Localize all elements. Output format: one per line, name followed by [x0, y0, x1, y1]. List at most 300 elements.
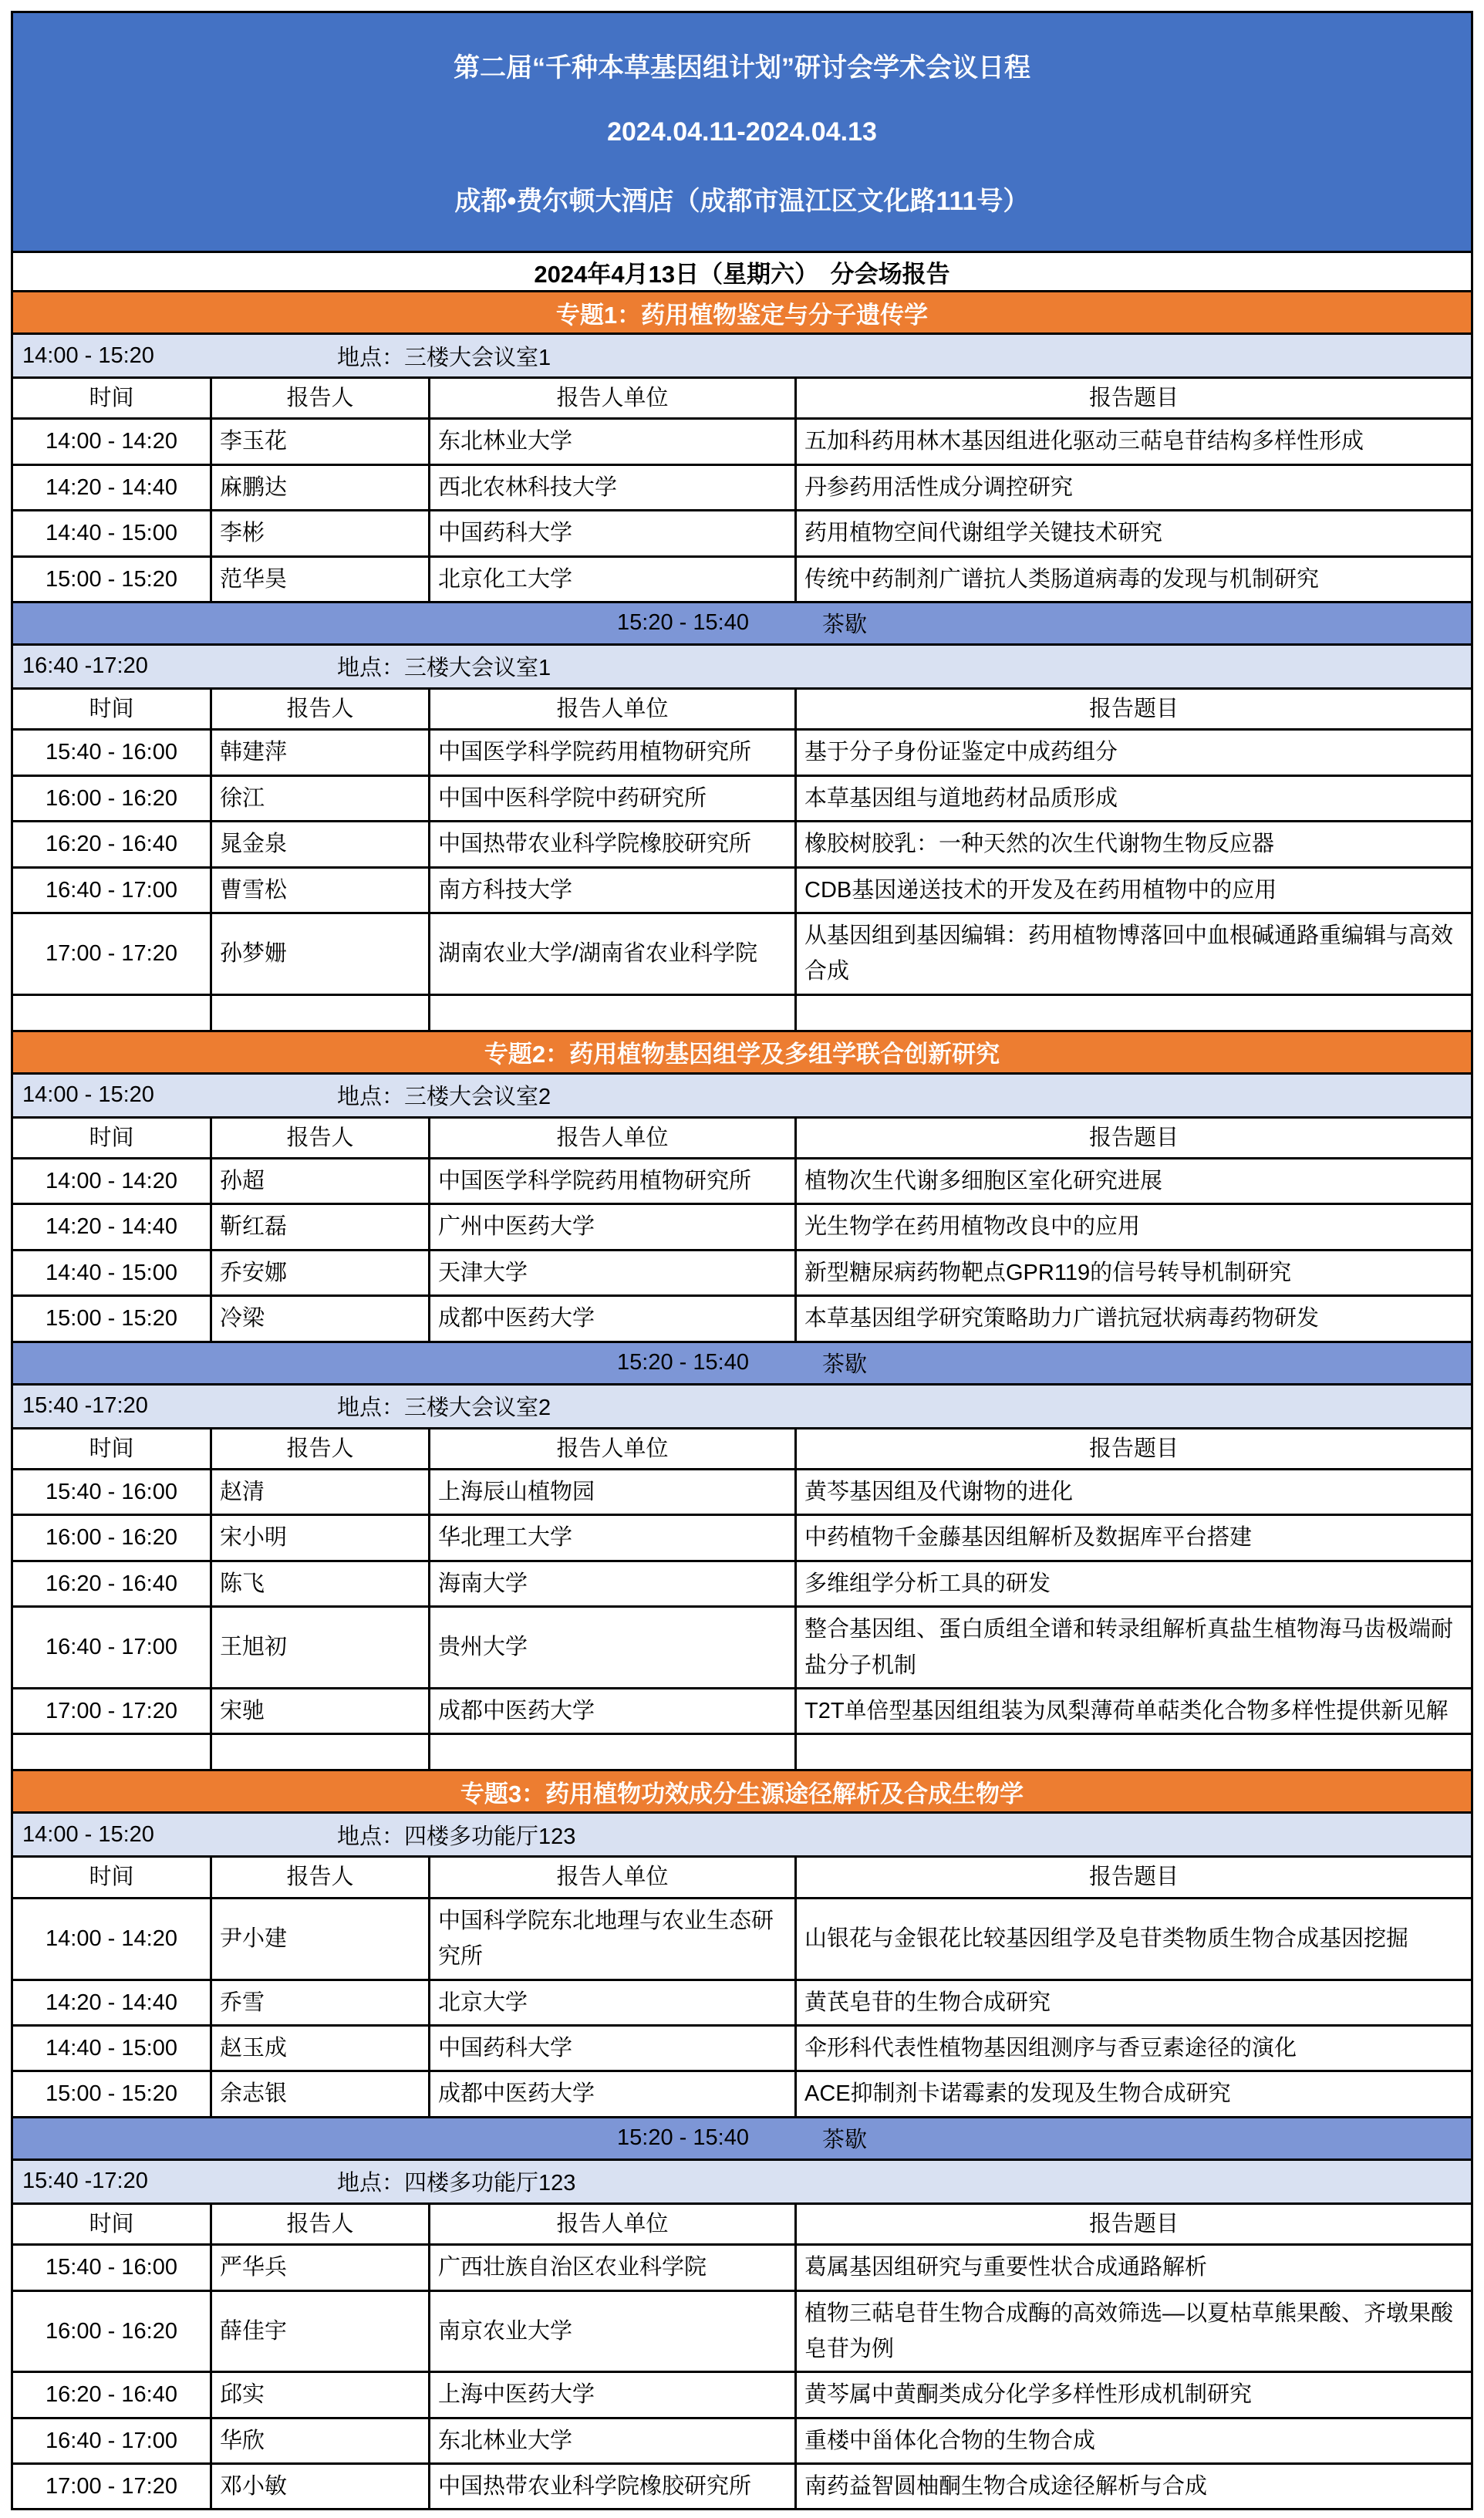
report-title-cell [794, 1205, 1471, 1248]
speaker-cell-text: 余志银 [220, 2081, 288, 2107]
speaker-cell-text: 陈飞 [220, 1571, 265, 1596]
session-info-row [13, 2159, 1471, 2202]
speaker-cell-text: 宋驰 [220, 1698, 265, 1723]
speaker-cell [210, 466, 428, 509]
time-cell [13, 731, 210, 774]
time-cell [13, 2465, 210, 2508]
report-title-cell-text: 葛属基因组研究与重要性状合成通路解析 [804, 2255, 1208, 2280]
time-cell [13, 1205, 210, 1248]
speaker-cell-text: 王旭初 [220, 1635, 288, 1660]
report-title-cell-text: T2T单倍型基因组组装为凤梨薄荷单萜类化合物多样性提供新见解 [804, 1698, 1449, 1723]
time-cell-text: 16:40 - 17:00 [46, 877, 177, 903]
report-title-cell [794, 1689, 1471, 1733]
speaker-cell [210, 2072, 428, 2115]
speaker-cell-text: 李玉花 [220, 429, 288, 454]
schedule-row [13, 2371, 1471, 2416]
time-cell [13, 2373, 210, 2416]
time-cell-text: 15:00 - 15:20 [46, 566, 177, 592]
time-cell-text: 17:00 - 17:20 [46, 941, 177, 967]
column-header-row [13, 1427, 1471, 1468]
affiliation-cell-text: 中国药科大学 [438, 521, 573, 546]
session-time: 15:40 -17:20 [22, 2169, 148, 2194]
affiliation-cell [428, 2419, 794, 2462]
report-title-cell-text: 本草基因组与道地药材品质形成 [804, 785, 1118, 811]
time-cell [13, 1516, 210, 1559]
report-title-cell-text: 丹参药用活性成分调控研究 [804, 474, 1074, 500]
affiliation-cell-text: 南方科技大学 [438, 877, 573, 903]
speaker-cell [210, 420, 428, 463]
report-title-cell-text: 药用植物空间代谢组学关键技术研究 [804, 521, 1163, 546]
empty-cell [210, 1735, 428, 1769]
schedule-row [13, 2070, 1471, 2115]
speaker-cell-text: 曹雪松 [220, 877, 288, 903]
schedule-row [13, 775, 1471, 820]
report-title-cell-text: 橡胶树胶乳：一种天然的次生代谢物生物反应器 [804, 832, 1275, 857]
report-title-cell [794, 822, 1471, 866]
report-title-cell-text: 从基因组到基因编辑：药用植物博落回中血根碱通路重编辑与高效合成 [804, 923, 1454, 984]
affiliation-cell [428, 822, 794, 866]
report-title-cell [794, 869, 1471, 912]
affiliation-cell-text: 中国热带农业科学院橡胶研究所 [438, 2474, 752, 2499]
column-header: 时间 [89, 2211, 134, 2236]
report-title-cell-text: ACE抑制剂卡诺霉素的发现及生物合成研究 [804, 2081, 1231, 2107]
schedule-row [13, 1203, 1471, 1248]
schedule-row [13, 2462, 1471, 2508]
speaker-cell [210, 731, 428, 774]
time-cell [13, 2246, 210, 2289]
affiliation-cell [428, 1251, 794, 1294]
time-cell [13, 869, 210, 912]
topic-banner-3: 专题3：药用植物功效成分生源途径解析及合成生物学 [13, 1769, 1471, 1811]
time-cell-text: 16:00 - 16:20 [46, 785, 177, 811]
report-title-cell [794, 2373, 1471, 2416]
affiliation-cell [428, 558, 794, 601]
report-title-cell [794, 1981, 1471, 2024]
schedule-row [13, 1897, 1471, 1979]
session-info-row [13, 1811, 1471, 1855]
report-title-cell-text: 黄芩基因组及代谢物的进化 [804, 1480, 1074, 1505]
speaker-cell-text: 孙梦姗 [220, 941, 288, 967]
report-title-cell-text: 本草基因组学研究策略助力广谱抗冠状病毒药物研发 [804, 1306, 1320, 1332]
affiliation-cell-text: 中国科学院东北地理与农业生态研究所 [438, 1908, 774, 1970]
affiliation-cell-text: 成都中医药大学 [438, 1306, 595, 1332]
session-location: 地点：四楼多功能厅123 [337, 2171, 576, 2196]
speaker-cell [210, 2246, 428, 2289]
report-title-cell [794, 511, 1471, 555]
report-title-cell-text: 多维组学分析工具的研发 [804, 1571, 1051, 1596]
speaker-cell-text: 范华昊 [220, 566, 288, 592]
speaker-cell-text: 邱实 [220, 2382, 265, 2408]
schedule-row [13, 2290, 1471, 2371]
affiliation-cell [428, 1981, 794, 2024]
speaker-cell [210, 1562, 428, 1605]
empty-cell [210, 996, 428, 1030]
time-cell-text: 16:00 - 16:20 [46, 1525, 177, 1551]
speaker-cell-text: 乔雪 [220, 1990, 265, 2015]
time-cell-text: 15:40 - 16:00 [46, 2255, 177, 2280]
affiliation-cell-text: 中国药科大学 [438, 2035, 573, 2061]
time-cell-text: 14:40 - 15:00 [46, 521, 177, 546]
tea-break-label: 茶歇 [821, 2128, 867, 2153]
schedule-row [13, 417, 1471, 463]
report-title-cell [794, 2419, 1471, 2462]
affiliation-cell-text: 海南大学 [438, 1571, 528, 1596]
tea-break-row [13, 601, 1471, 643]
affiliation-cell [428, 2465, 794, 2508]
empty-row [13, 994, 1471, 1030]
time-cell-text: 14:00 - 14:20 [46, 1926, 177, 1951]
affiliation-cell [428, 1562, 794, 1605]
time-cell [13, 1899, 210, 1979]
schedule-row [13, 1294, 1471, 1340]
report-title-cell [794, 777, 1471, 820]
session-time: 14:00 - 15:20 [22, 1821, 154, 1847]
report-title-cell [794, 420, 1471, 463]
time-cell [13, 1689, 210, 1733]
time-cell [13, 822, 210, 866]
column-header: 报告题目 [794, 2205, 1471, 2243]
column-header: 报告人 [210, 379, 428, 417]
affiliation-cell-text: 北京化工大学 [438, 566, 573, 592]
affiliation-cell-text: 贵州大学 [438, 1635, 528, 1660]
report-title-cell-text: 黄芩属中黄酮类成分化学多样性形成机制研究 [804, 2382, 1253, 2408]
schedule-row [13, 1979, 1471, 2024]
session-location: 地点：四楼多功能厅123 [337, 1824, 576, 1849]
column-header: 报告题目 [794, 690, 1471, 728]
affiliation-cell [428, 777, 794, 820]
speaker-cell [210, 1516, 428, 1559]
report-title-cell [794, 1470, 1471, 1514]
time-cell [13, 1159, 210, 1203]
affiliation-cell [428, 2373, 794, 2416]
affiliation-cell-text: 湖南农业大学/湖南省农业科学院 [438, 941, 758, 967]
time-cell-text: 16:40 - 17:00 [46, 1635, 177, 1660]
empty-cell [428, 996, 794, 1030]
affiliation-cell-text: 中国医学科学院药用植物研究所 [438, 1169, 752, 1194]
speaker-cell-text: 孙超 [220, 1169, 265, 1194]
conference-dates: 2024.04.11-2024.04.13 [607, 116, 877, 147]
column-header: 报告题目 [794, 1858, 1471, 1896]
empty-cell [794, 996, 1471, 1030]
schedule-row [13, 464, 1471, 509]
time-cell-text: 16:40 - 17:00 [46, 2428, 177, 2453]
speaker-cell [210, 2419, 428, 2462]
speaker-cell-text: 徐江 [220, 785, 265, 811]
affiliation-cell-text: 东北林业大学 [438, 429, 573, 454]
time-cell-text: 16:20 - 16:40 [46, 1571, 177, 1596]
speaker-cell [210, 558, 428, 601]
speaker-cell-text: 李彬 [220, 521, 265, 546]
tea-break-time: 15:20 - 15:40 [617, 2125, 749, 2151]
session-info-row [13, 332, 1471, 376]
column-header: 报告题目 [794, 379, 1471, 417]
tea-break-row [13, 2116, 1471, 2159]
report-title-cell-text: CDB基因递送技术的开发及在药用植物中的应用 [804, 877, 1277, 903]
empty-cell [428, 1735, 794, 1769]
speaker-cell-text: 尹小建 [220, 1926, 288, 1951]
report-title-cell [794, 2072, 1471, 2115]
speaker-cell [210, 2373, 428, 2416]
column-header-row [13, 1116, 1471, 1157]
column-header: 报告人单位 [428, 2205, 794, 2243]
session-location: 地点：三楼大会议室2 [337, 1396, 551, 1421]
time-cell-text: 14:40 - 15:00 [46, 1260, 177, 1285]
time-cell [13, 1981, 210, 2024]
column-header-row [13, 687, 1471, 728]
schedule-row [13, 820, 1471, 866]
tea-break-time: 15:20 - 15:40 [617, 1350, 749, 1375]
time-cell-text: 17:00 - 17:20 [46, 1698, 177, 1723]
time-cell-text: 16:20 - 16:40 [46, 832, 177, 857]
time-cell [13, 2072, 210, 2115]
speaker-cell [210, 1251, 428, 1294]
time-cell-text: 15:00 - 15:20 [46, 2081, 177, 2107]
conference-title: 第二届“千种本草基因组计划”研讨会学术会议日程 [454, 52, 1030, 83]
affiliation-cell-text: 上海中医药大学 [438, 2382, 595, 2408]
time-cell [13, 2419, 210, 2462]
column-header: 报告人单位 [428, 379, 794, 417]
report-title-cell [794, 1251, 1471, 1294]
affiliation-cell-text: 广州中医药大学 [438, 1214, 595, 1240]
report-title-cell [794, 1899, 1471, 1979]
speaker-cell [210, 1297, 428, 1340]
schedule-row [13, 912, 1471, 994]
session-time: 16:40 -17:20 [22, 653, 148, 679]
time-cell [13, 1470, 210, 1514]
affiliation-cell-text: 东北林业大学 [438, 2428, 573, 2453]
report-title-cell [794, 2246, 1471, 2289]
column-header: 报告人 [210, 1119, 428, 1157]
report-title-cell [794, 1516, 1471, 1559]
affiliation-cell [428, 511, 794, 555]
affiliation-cell-text: 天津大学 [438, 1260, 528, 1285]
report-title-cell [794, 731, 1471, 774]
affiliation-cell [428, 2246, 794, 2289]
speaker-cell-text: 麻鹏达 [220, 474, 288, 500]
speaker-cell [210, 511, 428, 555]
session-time: 15:40 -17:20 [22, 1393, 148, 1419]
time-cell-text: 14:20 - 14:40 [46, 1214, 177, 1240]
conference-venue: 成都•费尔顿大酒店（成都市温江区文化路111号） [454, 187, 1030, 217]
report-title-cell-text: 伞形科代表性植物基因组测序与香豆素途径的演化 [804, 2035, 1297, 2061]
empty-row [13, 1733, 1471, 1769]
time-cell-text: 15:00 - 15:20 [46, 1306, 177, 1332]
topic-banner-1: 专题1：药用植物鉴定与分子遗传学 [13, 290, 1471, 332]
tea-break-row [13, 1341, 1471, 1383]
time-cell-text: 14:20 - 14:40 [46, 474, 177, 500]
schedule-row [13, 1514, 1471, 1559]
report-title-cell [794, 558, 1471, 601]
time-cell-text: 14:00 - 14:20 [46, 429, 177, 454]
affiliation-cell-text: 西北农林科技大学 [438, 474, 618, 500]
session-info-row [13, 1072, 1471, 1116]
schedule-row [13, 2024, 1471, 2070]
column-header: 报告人单位 [428, 1858, 794, 1896]
time-cell-text: 15:40 - 16:00 [46, 1480, 177, 1505]
schedule-row [13, 1468, 1471, 1514]
time-cell [13, 466, 210, 509]
time-cell [13, 914, 210, 994]
affiliation-cell [428, 2072, 794, 2115]
column-header: 报告人 [210, 1858, 428, 1896]
report-title-cell-text: 南药益智圆柚酮生物合成途径解析与合成 [804, 2474, 1208, 2499]
session-info-row [13, 1383, 1471, 1427]
affiliation-cell-text: 北京大学 [438, 1990, 528, 2015]
speaker-cell-text: 靳红磊 [220, 1214, 288, 1240]
report-title-cell-text: 中药植物千金藤基因组解析及数据库平台搭建 [804, 1525, 1253, 1551]
speaker-cell [210, 1470, 428, 1514]
schedule-row [13, 1249, 1471, 1294]
schedule-row [13, 1687, 1471, 1733]
report-title-cell [794, 2465, 1471, 2508]
speaker-cell [210, 2027, 428, 2070]
affiliation-cell [428, 1899, 794, 1979]
speaker-cell-text: 赵玉成 [220, 2035, 288, 2061]
session-time: 14:00 - 15:20 [22, 1082, 154, 1108]
report-title-cell [794, 1297, 1471, 1340]
speaker-cell-text: 乔安娜 [220, 1260, 288, 1285]
speaker-cell [210, 1981, 428, 2024]
speaker-cell [210, 1608, 428, 1687]
time-cell-text: 17:00 - 17:20 [46, 2474, 177, 2499]
time-cell [13, 777, 210, 820]
report-title-cell [794, 466, 1471, 509]
session-location: 地点：三楼大会议室1 [337, 656, 551, 681]
affiliation-cell [428, 731, 794, 774]
report-title-cell [794, 2027, 1471, 2070]
affiliation-cell [428, 420, 794, 463]
column-header-row [13, 2202, 1471, 2243]
column-header: 报告人单位 [428, 1429, 794, 1468]
time-cell-text: 14:00 - 14:20 [46, 1169, 177, 1194]
schedule-row [13, 866, 1471, 912]
report-title-cell-text: 基于分子身份证鉴定中成药组分 [804, 740, 1118, 765]
schedule-row [13, 555, 1471, 601]
affiliation-cell [428, 1516, 794, 1559]
column-header: 报告人单位 [428, 1119, 794, 1157]
affiliation-cell-text: 南京农业大学 [438, 2318, 573, 2344]
report-title-cell [794, 1159, 1471, 1203]
speaker-cell [210, 822, 428, 866]
empty-cell [13, 1735, 210, 1769]
speaker-cell [210, 914, 428, 994]
report-title-cell-text: 整合基因组、蛋白质组全谱和转录组解析真盐生植物海马齿极端耐盐分子机制 [804, 1617, 1454, 1678]
schedule-row [13, 2417, 1471, 2462]
affiliation-cell-text: 成都中医药大学 [438, 2081, 595, 2107]
column-header: 报告人 [210, 690, 428, 728]
affiliation-cell [428, 2027, 794, 2070]
report-title-cell-text: 传统中药制剂广谱抗人类肠道病毒的发现与机制研究 [804, 566, 1320, 592]
report-title-cell-text: 五加科药用林木基因组进化驱动三萜皂苷结构多样性形成 [804, 429, 1364, 454]
speaker-cell [210, 2465, 428, 2508]
report-title-cell-text: 植物次生代谢多细胞区室化研究进展 [804, 1169, 1163, 1194]
time-cell-text: 15:40 - 16:00 [46, 740, 177, 765]
schedule-row [13, 1605, 1471, 1687]
affiliation-cell [428, 1689, 794, 1733]
report-title-cell-text: 植物三萜皂苷生物合成酶的高效筛选—以夏枯草熊果酸、齐墩果酸皂苷为例 [804, 2300, 1454, 2361]
column-header: 报告题目 [794, 1429, 1471, 1468]
column-header: 时间 [89, 1125, 134, 1150]
tea-break-label: 茶歇 [821, 1352, 867, 1378]
report-title-cell [794, 2292, 1471, 2371]
report-title-cell-text: 山银花与金银花比较基因组学及皂苷类物质生物合成基因挖掘 [804, 1926, 1409, 1951]
speaker-cell-text: 韩建萍 [220, 740, 288, 765]
time-cell [13, 2027, 210, 2070]
affiliation-cell-text: 成都中医药大学 [438, 1698, 595, 1723]
schedule-table [11, 11, 1473, 2510]
report-title-cell [794, 914, 1471, 994]
session-location: 地点：三楼大会议室2 [337, 1085, 551, 1110]
report-title-cell-text: 新型糖尿病药物靶点GPR119的信号转导机制研究 [804, 1260, 1292, 1285]
schedule-row [13, 509, 1471, 555]
affiliation-cell [428, 1608, 794, 1687]
report-title-cell [794, 1562, 1471, 1605]
speaker-cell [210, 1205, 428, 1248]
schedule-row [13, 728, 1471, 774]
schedule-row [13, 1157, 1471, 1203]
day-heading: 2024年4月13日（星期六） 分会场报告 [534, 260, 950, 288]
column-header: 报告人 [210, 1429, 428, 1468]
time-cell [13, 420, 210, 463]
speaker-cell-text: 晁金泉 [220, 832, 288, 857]
time-cell [13, 1562, 210, 1605]
column-header: 报告人单位 [428, 690, 794, 728]
time-cell-text: 16:20 - 16:40 [46, 2382, 177, 2408]
affiliation-cell [428, 869, 794, 912]
day-heading-row [13, 251, 1471, 290]
session-time: 14:00 - 15:20 [22, 343, 154, 368]
affiliation-cell-text: 中国热带农业科学院橡胶研究所 [438, 832, 752, 857]
session-info-row [13, 643, 1471, 687]
speaker-cell [210, 2292, 428, 2371]
session-location: 地点：三楼大会议室1 [337, 345, 551, 370]
affiliation-cell [428, 1297, 794, 1340]
affiliation-cell [428, 1470, 794, 1514]
time-cell [13, 2292, 210, 2371]
affiliation-cell-text: 上海辰山植物园 [438, 1480, 595, 1505]
speaker-cell-text: 邓小敏 [220, 2474, 288, 2499]
conference-banner [13, 13, 1471, 251]
column-header: 报告题目 [794, 1119, 1471, 1157]
time-cell-text: 16:00 - 16:20 [46, 2318, 177, 2344]
speaker-cell [210, 869, 428, 912]
time-cell [13, 1251, 210, 1294]
affiliation-cell [428, 2292, 794, 2371]
affiliation-cell [428, 1159, 794, 1203]
speaker-cell [210, 1899, 428, 1979]
empty-cell [13, 996, 210, 1030]
affiliation-cell-text: 中国医学科学院药用植物研究所 [438, 740, 752, 765]
tea-break-time: 15:20 - 15:40 [617, 610, 749, 636]
speaker-cell-text: 冷梁 [220, 1306, 265, 1332]
affiliation-cell [428, 466, 794, 509]
column-header: 时间 [89, 386, 134, 410]
report-title-cell-text: 光生物学在药用植物改良中的应用 [804, 1214, 1141, 1240]
column-header: 时间 [89, 696, 134, 721]
report-title-cell-text: 黄芪皂苷的生物合成研究 [804, 1990, 1051, 2015]
report-title-cell-text: 重楼中甾体化合物的生物合成 [804, 2428, 1096, 2453]
speaker-cell-text: 华欣 [220, 2428, 265, 2453]
empty-cell [794, 1735, 1471, 1769]
column-header: 报告人 [210, 2205, 428, 2243]
topic-banner-2: 专题2：药用植物基因组学及多组学联合创新研究 [13, 1030, 1471, 1072]
speaker-cell [210, 1159, 428, 1203]
affiliation-cell-text: 中国中医科学院中药研究所 [438, 785, 707, 811]
schedule-row [13, 2243, 1471, 2289]
tea-break-label: 茶歇 [821, 613, 867, 638]
speaker-cell [210, 1689, 428, 1733]
time-cell-text: 14:20 - 14:40 [46, 1990, 177, 2015]
